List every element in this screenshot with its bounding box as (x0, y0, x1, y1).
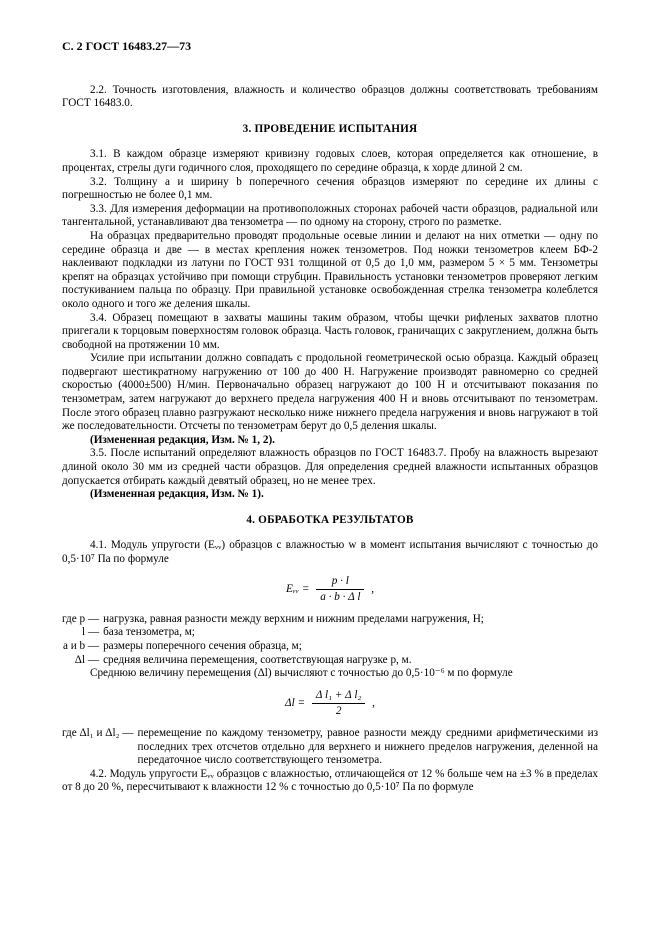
amendment-note-1: (Измененная редакция, Изм. № 1, 2). (90, 433, 275, 446)
paragraph-3-4: 3.4. Образец помещают в захваты машины таким образом, чтобы щечки рифленых захватов плотно пригегали к торцовым поверхностям головок образца. Часть головок, граничащих с закруглением, должна быть свободной на протяжении 10 мм. (62, 311, 598, 351)
where-symbol: a и b — (62, 639, 100, 652)
where-symbol: где p — (62, 612, 100, 625)
paragraph-3-2: 3.2. Толщину a и ширину b поперечного сечения образцов измеряют по середине их длины с погрешностью не более 0,1 мм. (62, 175, 598, 202)
formula-modulus-numerator: p · l (316, 575, 364, 591)
document-page (62, 40, 598, 795)
where-symbol: где Δl₁ и Δl₂ — (62, 726, 134, 739)
where-text: размеры поперечного сечения образца, м; (103, 639, 302, 652)
where-symbol: l — (81, 626, 100, 639)
formula-displacement-tail: , (372, 697, 375, 710)
formula-modulus-tail: , (371, 582, 375, 595)
where-text: нагрузка, равная разности между верхним и нижним пределами нагружения, Н; (103, 612, 484, 625)
formula-modulus (62, 575, 598, 605)
section-4-title: 4. ОБРАБОТКА РЕЗУЛЬТАТОВ (246, 513, 414, 526)
paragraph-3-3: 3.3. Для измерения деформации на противоположных сторонах рабочей части образцов, радиальной или тангентальной, устанавливают два тензометра — по одному на сторону, строго по разметке. (62, 202, 598, 229)
formula-modulus-fraction (316, 575, 364, 605)
formula-displacement-fraction (312, 689, 365, 719)
paragraph-2-2: 2.2. Точность изготовления, влажность и количество образцов должны соответствовать требованиям ГОСТ 16483.0. (62, 83, 598, 110)
page-header: С. 2 ГОСТ 16483.27—73 (62, 39, 192, 53)
formula-modulus-lhs: Eᵥᵥ = (285, 582, 310, 595)
paragraph-3-5: 3.5. После испытаний определяют влажность образцов по ГОСТ 16483.7. Пробу на влажность вырезают длиной около 30 мм из средней части образцов. Для определения средней влажности испытанных образцов допускается отбирать каждый девятый образец, но не менее трех. (62, 447, 598, 487)
paragraph-4-2: 4.2. Модуль упругости Eᵥᵥ образцов с влажностью, отличающейся от 12 % больше чем на ±3 % в пределах от 8 до 20 %, пересчитывают к влажности 12 % с точностью до 0,5·10⁷ Па по формуле (62, 767, 598, 794)
formula-modulus-denominator: a · b · Δ l (320, 591, 361, 604)
formula-displacement (62, 689, 598, 719)
where-list-1 (62, 613, 598, 667)
section-3-title: 3. ПРОВЕДЕНИЕ ИСПЫТАНИЯ (242, 122, 418, 135)
where-text: перемещение по каждому тензометру, равное разности между средними арифметическими из последних трех отсчетов отдельно для верхнего и нижнего пределов нагружения, деленной на передаточное число соответствующего тензометра. (137, 726, 598, 767)
amendment-note-2: (Измененная редакция, Изм. № 1). (90, 488, 264, 501)
paragraph-3-1: 3.1. В каждом образце измеряют кривизну годовых слоев, которая определяется как отношение, в процентах, стрелы дуги годичного слоя, проходящего по середине образца, к хорде длиной 2 см. (62, 148, 598, 174)
where-text: база тензометра, м; (103, 626, 195, 639)
paragraph-4-1-continued: Среднюю величину перемещения (Δl) вычисляют с точностью до 0,5·10⁻⁶ м по формуле (90, 667, 513, 680)
where-list-2 (62, 727, 598, 768)
paragraph-3-3-continued: На образцах предварительно проводят продольные осевые линии и делают на них отметки — одну по середине образца и две — в местах крепления ножек тензометров. Под ножки тензометров клеем БФ-2 наклеивают подкладки из латуни по ГОСТ 931 толщиной от 0,5 до 1,0 мм, размером 5 × 5 мм. Тензометры крепят на образцах устойчиво при помощи струбцин. Правильность установки тензометров проверяют легким постукиванием пальца по образцу. При правильной установке освобожденная стрелка тензометра колеблется около одного и того же деления шкалы. (62, 229, 598, 310)
formula-displacement-lhs: Δl = (285, 697, 306, 710)
formula-displacement-denominator: 2 (335, 705, 342, 718)
formula-displacement-numerator: Δ l₁ + Δ l₂ (312, 689, 365, 705)
where-symbol: Δl — (74, 653, 100, 666)
paragraph-3-4-continued: Усилие при испытании должно совпадать с продольной геометрической осью образца. Каждый образец подвергают шестикратному нагружению от 100 до 400 Н. Нагружение производят равномерно со средней скоростью (4000±500) Н/мин. Первоначально образец нагружают до 100 Н и отсчитывают показания по тензометрам, затем нагружают до верхнего предела нагружения 400 Н и вновь отсчитывают по тензометрам. После этого образец плавно разгружают несколько ниже нижнего предела нагружения и вновь нагружают в той же последовательности. Отсчеты по тензометрам берут до 0,5 деления шкалы. (62, 352, 598, 433)
paragraph-4-1: 4.1. Модуль упругости (Eᵥᵥ) образцов с влажностью w в момент испытания вычисляют с точностью до 0,5·10⁷ Па по формуле (62, 539, 598, 565)
where-text: средняя величина перемещения, соответствующая нагрузке p, м. (103, 653, 412, 666)
